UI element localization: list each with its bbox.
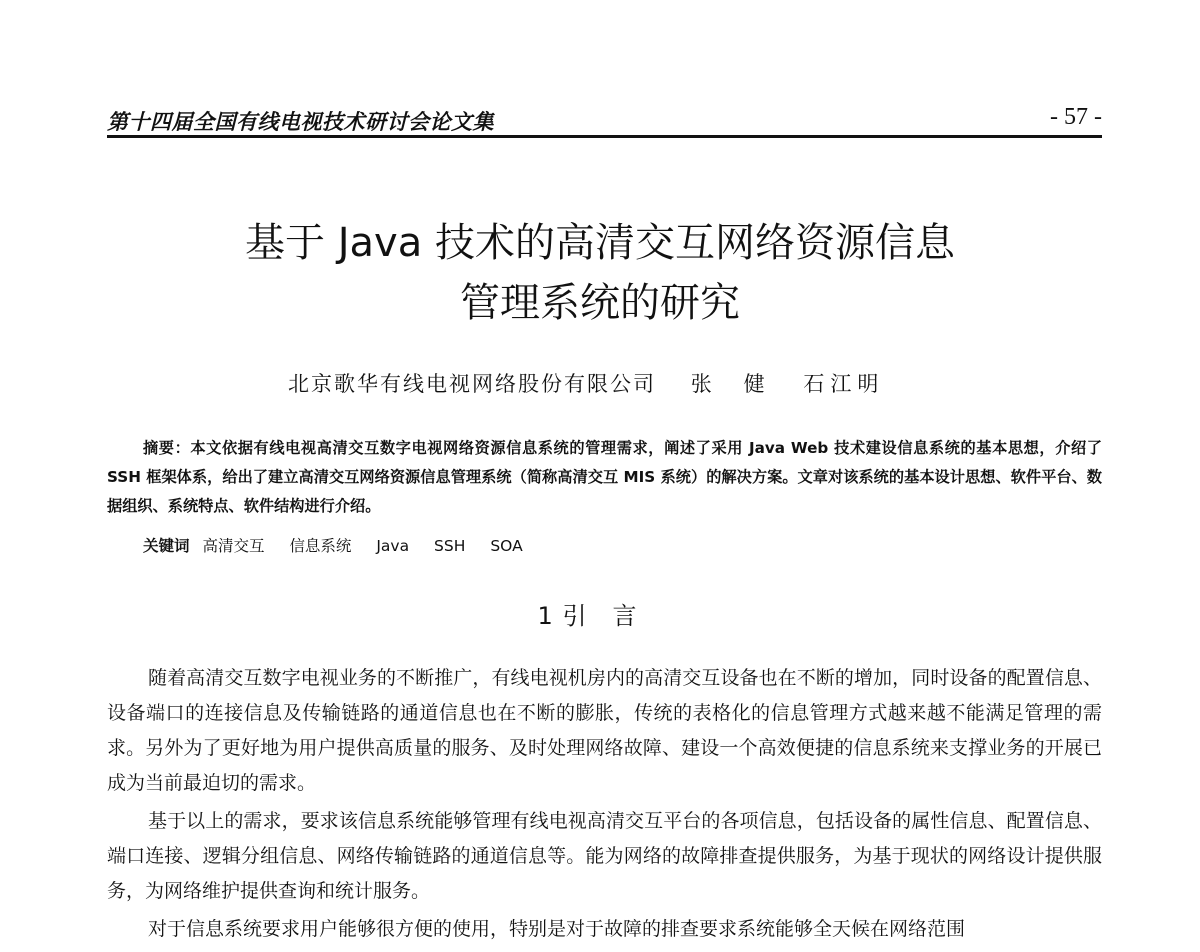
- section-title: 引言: [562, 602, 663, 630]
- paper-title-line-2: 管理系统的研究: [460, 280, 740, 326]
- keywords-label: 关键词: [143, 537, 190, 555]
- author-name: 张健: [690, 372, 797, 396]
- keywords: [143, 534, 543, 556]
- journal-title: 第十四届全国有线电视技术研讨会论文集: [107, 109, 494, 134]
- body-text: [107, 661, 1102, 950]
- paper-title-line-1: 基于 Java 技术的高清交互网络资源信息: [245, 220, 955, 266]
- keyword: 信息系统: [289, 537, 352, 555]
- author-line: [288, 368, 884, 398]
- body-paragraph: 基于以上的需求，要求该信息系统能够管理有线电视高清交互平台的各项信息，包括设备的属性信息、配置信息、端口连接、逻辑分组信息、网络传输链路的通道信息等。能为网络的故障排查提供服务，为基于现状的网络设计提供服务，为网络维护提供查询和统计服务。: [107, 810, 1102, 902]
- author-affiliation: 北京歌华有线电视网络股份有限公司: [288, 372, 656, 396]
- header-rule: [107, 135, 1102, 138]
- body-paragraph: 随着高清交互数字电视业务的不断推广，有线电视机房内的高清交互设备也在不断的增加，同时设备的配置信息、设备端口的连接信息及传输链路的通道信息也在不断的膨胀，传统的表格化的信息管理方式越来越不能满足管理的需求。另外为了更好地为用户提供高质量的服务、及时处理网络故障、建设一个高效便捷的信息系统来支撑业务的开展已成为当前最迫切的需求。: [107, 667, 1102, 794]
- page-number: - 57 -: [1050, 104, 1102, 130]
- keyword: SOA: [490, 537, 523, 555]
- body-paragraph: 对于信息系统要求用户能够很方便的使用，特别是对于故障的排查要求系统能够全天候在网络范围: [148, 918, 966, 940]
- abstract: 摘要：本文依据有线电视高清交互数字电视网络资源信息系统的管理需求，阐述了采用 Java Web 技术建设信息系统的基本思想，介绍了 SSH 框架体系，给出了建立高清交互网络资源信息管理系统（简称高清交互 MIS 系统）的解决方案。文章对该系统的基本设计思想、软件平台、数据组织、系统特点、软件结构进行介绍。: [107, 439, 1102, 515]
- author-name: 石江明: [803, 372, 885, 396]
- running-header: [107, 104, 1102, 134]
- section-heading: [0, 596, 1200, 631]
- keyword: SSH: [434, 537, 466, 555]
- section-number: 1: [537, 602, 553, 630]
- keyword: Java: [376, 537, 410, 555]
- keyword: 高清交互: [202, 537, 265, 555]
